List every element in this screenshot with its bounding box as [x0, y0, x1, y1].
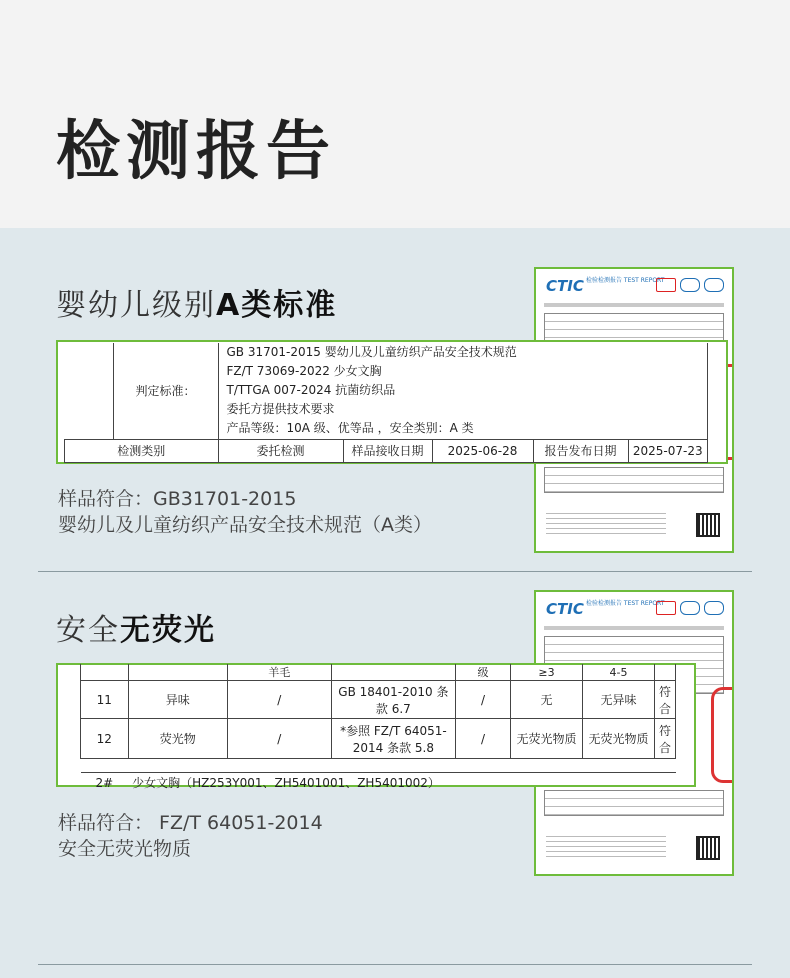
- row-item: 荧光物: [128, 719, 227, 759]
- row-req: /: [456, 719, 511, 759]
- sample-no: 2#: [95, 775, 114, 790]
- footer-cell: 委托检测: [218, 439, 343, 462]
- partial-cell: 4-5: [583, 664, 655, 681]
- row-result2: 无异味: [583, 681, 655, 719]
- report-rule: [544, 626, 724, 630]
- report-logo: CTIC: [546, 600, 584, 618]
- standard-line: 委托方提供技术要求: [226, 402, 335, 417]
- section1-note-line2: 婴幼儿及儿童纺织产品安全技术规范（A类）: [58, 514, 432, 536]
- partial-cell: 羊毛: [227, 664, 331, 681]
- standard-line: T/TTGA 007-2024 抗菌纺织品: [226, 383, 396, 398]
- page-title: 检测报告: [56, 115, 336, 189]
- fluorescence-table: [80, 664, 676, 793]
- row-item: 异味: [128, 681, 227, 719]
- section1-title-prefix: 婴幼儿级别: [56, 288, 216, 323]
- row-req: /: [456, 681, 511, 719]
- section1-title: [56, 280, 337, 324]
- section-divider: [38, 964, 752, 965]
- report-notes: [544, 467, 724, 493]
- report-notes: [544, 790, 724, 816]
- sample-desc: 少女文胸（HZ253Y001、ZH5401001、ZH5401002）: [132, 776, 440, 791]
- standard-line: 产品等级：10A 级、优等品 ，安全类别：A 类: [226, 421, 474, 436]
- row-result2: 无荧光物质: [583, 719, 655, 759]
- report-logo: CTIC: [546, 277, 584, 295]
- section2-title-prefix: 安全: [56, 613, 120, 648]
- row-verdict: 符合: [654, 719, 675, 759]
- section2-note-line2: 安全无荧光物质: [58, 838, 192, 860]
- row-method: *参照 FZ/T 64051-2014 条款 5.8: [331, 719, 455, 759]
- table-row: [81, 681, 676, 719]
- partial-cell: ≥3: [510, 664, 582, 681]
- footer-cell: 2025-06-28: [432, 439, 533, 462]
- row-result1: 无: [510, 681, 582, 719]
- row-verdict: 符合: [654, 681, 675, 719]
- standards-table: [64, 343, 708, 463]
- section2-note: [58, 810, 323, 862]
- cert-marks-icon: [656, 278, 724, 292]
- section1-note: [58, 486, 432, 538]
- row-result1: 无荧光物质: [510, 719, 582, 759]
- footer-cell: 2025-07-23: [628, 439, 708, 462]
- row-no: 11: [81, 681, 129, 719]
- standards-band: [56, 340, 728, 464]
- section2-note-line1: 样品符合： FZ/T 64051-2014: [58, 812, 323, 834]
- table-row: [81, 719, 676, 759]
- section2-title-bold: 无荧光: [120, 613, 216, 648]
- row-unit: /: [227, 681, 331, 719]
- section1-note-line1: 样品符合：GB31701-2015: [58, 488, 297, 510]
- row-method: GB 18401-2010 条款 6.7: [331, 681, 455, 719]
- qr-code-icon: [698, 838, 718, 858]
- footer-cell: 检测类别: [65, 439, 219, 462]
- section-divider: [38, 571, 752, 572]
- section2-title: [56, 605, 216, 649]
- fluorescence-band: [56, 663, 696, 791]
- row-unit: /: [227, 719, 331, 759]
- report-footer: [546, 836, 666, 858]
- report-logo-sub: 检验检测报告 TEST REPORT: [586, 277, 665, 284]
- red-stamp-icon: [711, 687, 734, 783]
- report-logo-sub: 检验检测报告 TEST REPORT: [586, 600, 665, 607]
- row-no: 12: [81, 719, 129, 759]
- report-rule: [544, 303, 724, 307]
- report-footer: [546, 513, 666, 535]
- qr-code-icon: [698, 515, 718, 535]
- footer-cell: 样品接收日期: [343, 439, 432, 462]
- standard-line: GB 31701-2015 婴幼儿及儿童纺织产品安全技术规范: [226, 345, 517, 360]
- partial-cell: 级: [456, 664, 511, 681]
- section1-title-bold: A类标准: [216, 288, 338, 323]
- cert-marks-icon: [656, 601, 724, 615]
- footer-cell: 报告发布日期: [533, 439, 628, 462]
- standard-line: FZ/T 73069-2022 少女文胸: [226, 364, 382, 379]
- standard-label: 判定标准：: [113, 343, 218, 439]
